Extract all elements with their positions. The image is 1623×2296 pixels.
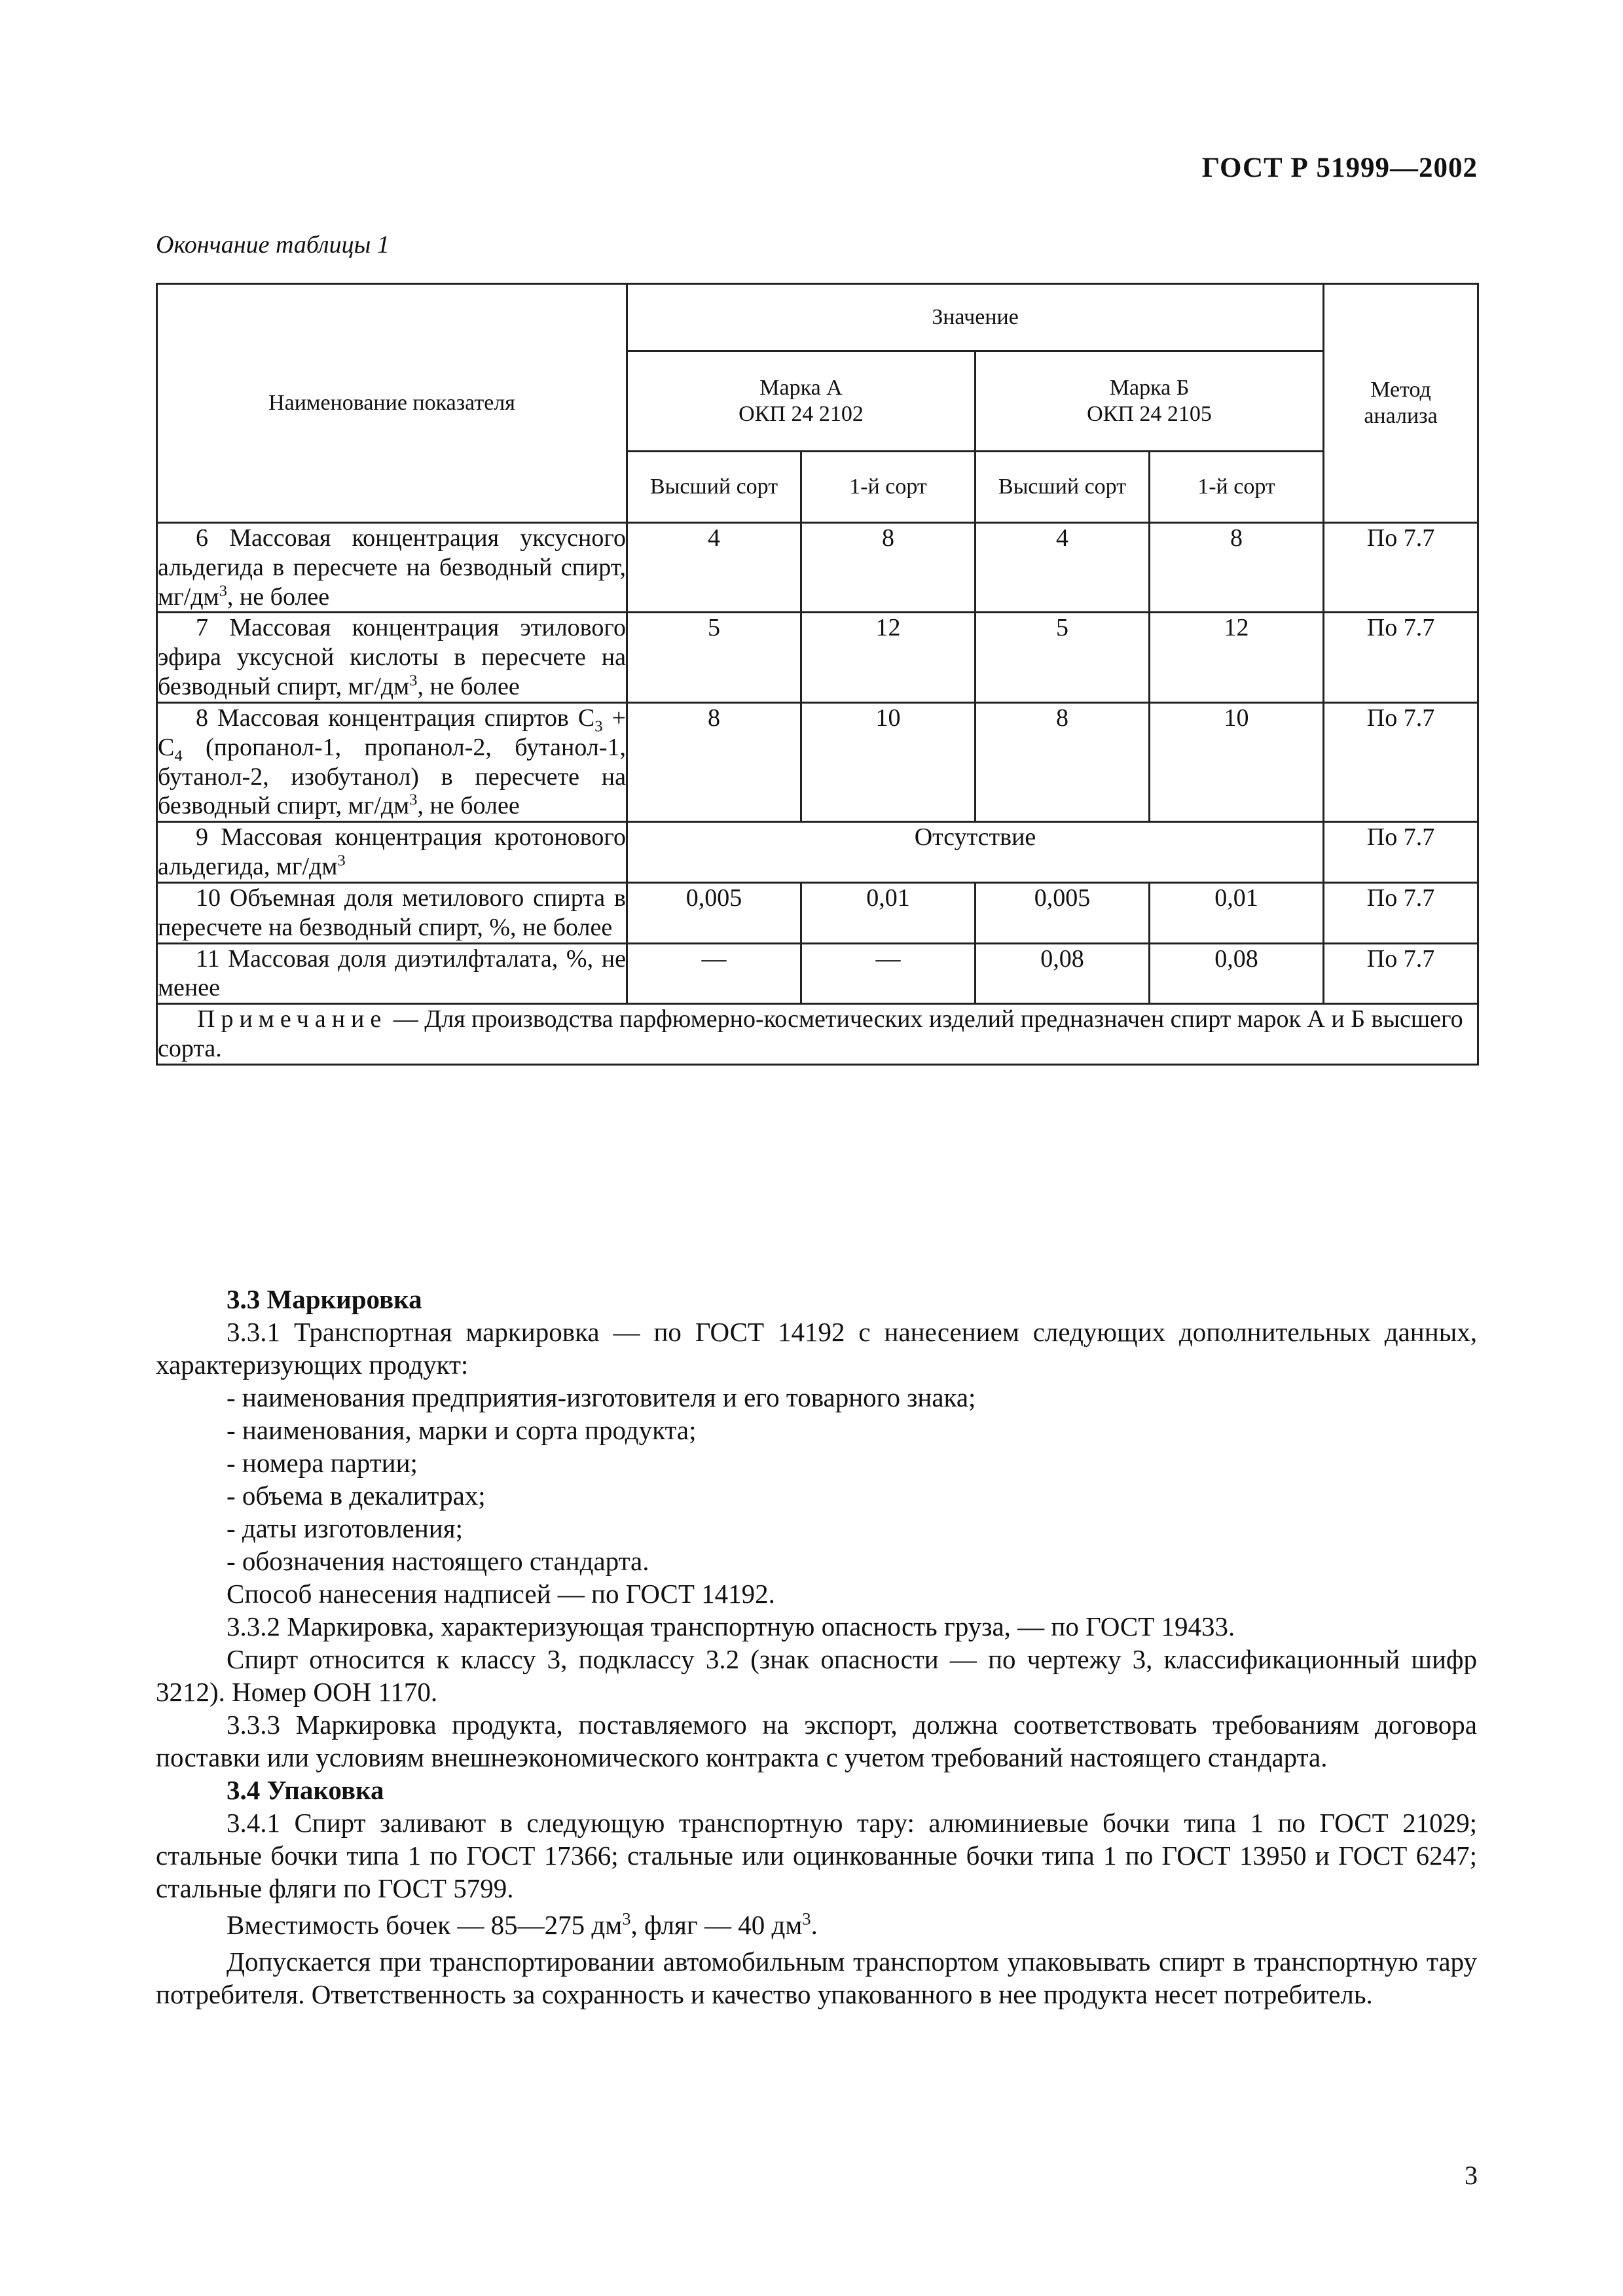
header-sort-top-a: Высший сорт [627, 452, 801, 523]
table-row [157, 702, 1478, 821]
cell-value: 0,01 [801, 882, 976, 943]
paragraph: 3.3.1 Транспортная маркировка — по ГОСТ 14192 с нанесением следующих дополнительных данных, характеризующих продукт: [156, 1317, 1477, 1380]
cell-value-merged: Отсутствие [627, 822, 1324, 883]
cell-value: 12 [1150, 613, 1324, 702]
cell-method: По 7.7 [1324, 822, 1478, 883]
header-method: Метод анализа [1324, 284, 1478, 523]
cell-value: 5 [627, 613, 801, 702]
cell-value: — [627, 943, 801, 1004]
header-sort-1-b: 1-й сорт [1150, 452, 1324, 523]
paragraph: Способ нанесения надписей — по ГОСТ 14192. [227, 1579, 775, 1609]
header-grade-a: Марка А ОКП 24 2102 [627, 351, 976, 452]
cell-value: 4 [627, 523, 801, 613]
table-row [157, 822, 1478, 883]
header-sort-1-a: 1-й сорт [801, 452, 976, 523]
cell-value: 0,01 [1150, 882, 1324, 943]
cell-method: По 7.7 [1324, 523, 1478, 613]
cell-value: 8 [627, 702, 801, 821]
row-name: 10 Объемная доля метилового спирта в пересчете на безводный спирт, %, не более [157, 882, 627, 943]
paragraph: Спирт относится к классу 3, подклассу 3.2 (знак опасности — по чертежу 3, классификационный шифр 3212). Номер ООН 1170. [156, 1644, 1477, 1707]
header-grade-b: Марка Б ОКП 24 2105 [976, 351, 1324, 452]
header-sort-top-b: Высший сорт [976, 452, 1150, 523]
table-row [157, 943, 1478, 1004]
list-item: - номера партии; [227, 1448, 418, 1478]
table-caption: Окончание таблицы 1 [156, 231, 390, 259]
row-name: 7 Массовая концентрация этилового эфира уксусной кислоты в пересчете на безводный спирт, $мг/дм^3$, не более [157, 613, 627, 702]
header-value-group: Значение [627, 284, 1324, 351]
table-row [157, 613, 1478, 702]
row-name: 11 Массовая доля диэтилфталата, %, не менее [157, 943, 627, 1004]
specification-table [156, 283, 1479, 1066]
cell-value: 10 [1150, 702, 1324, 821]
list-item: - наименования предприятия-изготовителя и его товарного знака; [227, 1382, 976, 1412]
cell-value: 8 [1150, 523, 1324, 613]
table-note-row [157, 1004, 1478, 1065]
row-name: 9 Массовая концентрация кротонового альдегида, $мг/дм^3$ [157, 822, 627, 883]
paragraph: 3.4.1 Спирт заливают в следующую транспортную тару: алюминиевые бочки типа 1 по ГОСТ 21029; стальные бочки типа 1 по ГОСТ 17366; стальные или оцинкованные бочки типа 1 по ГОСТ 13950 и ГОСТ 6247; стальные фляги по ГОСТ 5799. [156, 1808, 1477, 1903]
cell-value: 4 [976, 523, 1150, 613]
cell-method: По 7.7 [1324, 702, 1478, 821]
paragraph: 3.3.3 Маркировка продукта, поставляемого на экспорт, должна соответствовать требованиям договора поставки или условиям внешнеэкономического контракта с учетом требований настоящего стандарта. [156, 1710, 1477, 1772]
row-name: 6 Массовая концентрация уксусного альдегида в пересчете на безводный спирт, $мг/дм^3$, не более [157, 523, 627, 613]
document-code: ГОСТ Р 51999—2002 [1201, 152, 1478, 183]
paragraph: 3.3.2 Маркировка, характеризующая транспортную опасность груза, — по ГОСТ 19433. [227, 1611, 1235, 1641]
table-note: Примечание — Для производства парфюмерно-косметических изделий предназначен спирт марок А и Б высшего сорта. [157, 1004, 1478, 1065]
cell-value: 8 [801, 523, 976, 613]
body-text [156, 1283, 1477, 2011]
cell-method: По 7.7 [1324, 882, 1478, 943]
cell-value: 0,08 [1150, 943, 1324, 1004]
cell-method: По 7.7 [1324, 613, 1478, 702]
cell-value: 8 [976, 702, 1150, 821]
paragraph: Вместимость бочек — 85—275 $дм^3$, фляг — 40 $дм^3$. [227, 1909, 818, 1940]
paragraph: Допускается при транспортировании автомобильным транспортом упаковывать спирт в транспортную тару потребителя. Ответственность за сохранность и качество упакованного в нее продукта несет потребитель. [156, 1946, 1477, 2009]
list-item: - наименования, марки и сорта продукта; [227, 1415, 697, 1445]
section-title-marking: 3.3 Маркировка [227, 1284, 422, 1314]
cell-value: 10 [801, 702, 976, 821]
cell-value: — [801, 943, 976, 1004]
cell-method: По 7.7 [1324, 943, 1478, 1004]
page-number: 3 [1465, 2161, 1478, 2190]
cell-value: 0,005 [976, 882, 1150, 943]
cell-value: 0,005 [627, 882, 801, 943]
row-name: 8 Массовая концентрация спиртов $С_3 + С_4$ (пропанол-1, пропанол-2, бутанол-1, бутанол-2, изобутанол) в пересчете на безводный спирт, $мг/дм^3$, не более [157, 702, 627, 821]
list-item: - обозначения настоящего стандарта. [227, 1546, 649, 1576]
table-row [157, 523, 1478, 613]
table-row [157, 882, 1478, 943]
cell-value: 5 [976, 613, 1150, 702]
section-title-packing: 3.4 Упаковка [227, 1775, 384, 1805]
header-indicator-name: Наименование показателя [157, 284, 627, 523]
cell-value: 12 [801, 613, 976, 702]
list-item: - объема в декалитрах; [227, 1480, 486, 1511]
list-item: - даты изготовления; [227, 1513, 463, 1543]
cell-value: 0,08 [976, 943, 1150, 1004]
